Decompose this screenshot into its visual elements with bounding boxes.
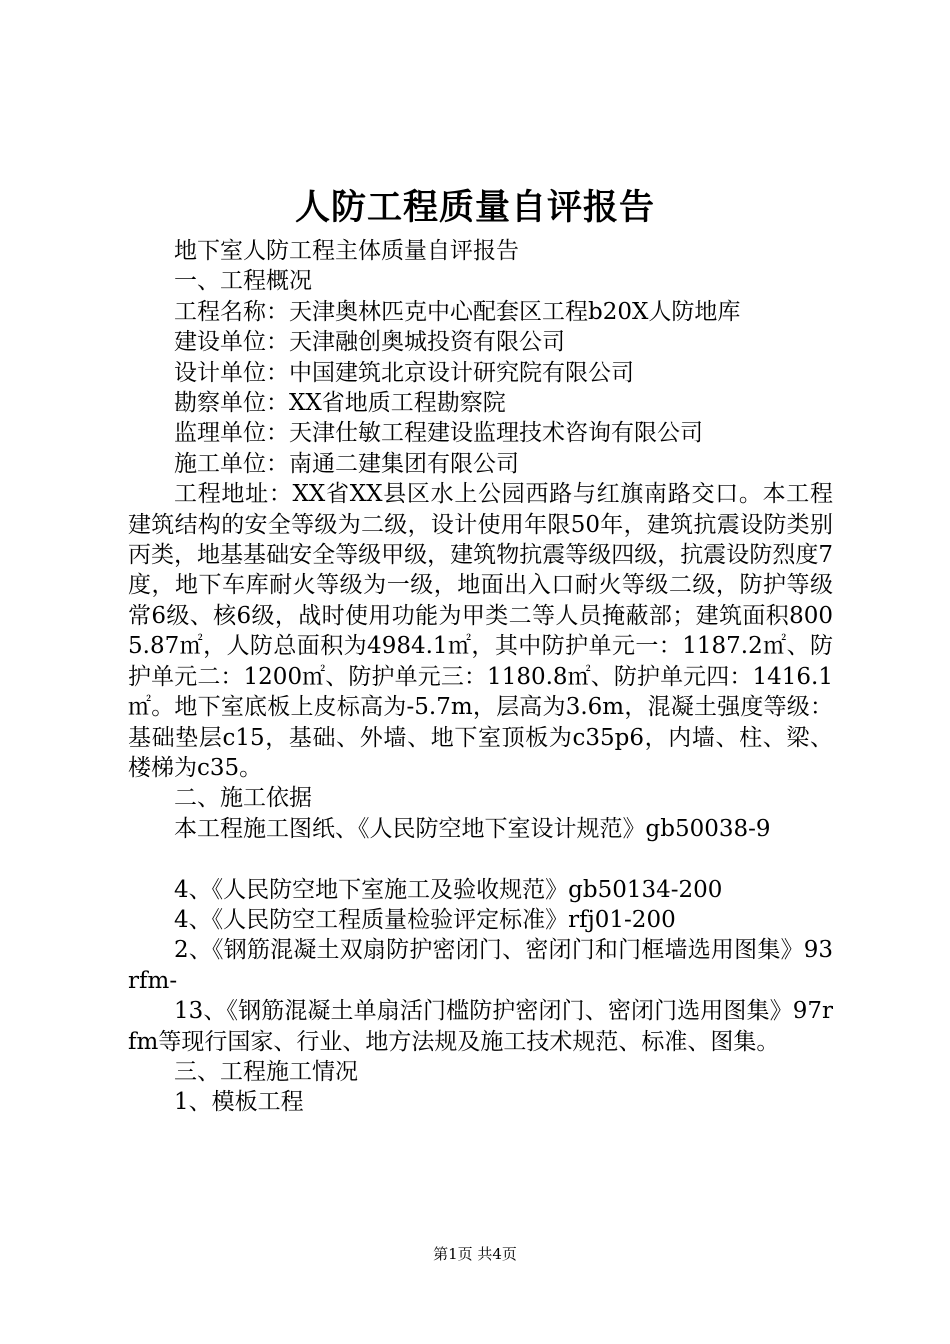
basis-paragraph: 本工程施工图纸、《人民防空地下室设计规范》gb50038-9 [174,815,771,842]
project-address-paragraph: 工程地址：XX省XX县区水上公园西路与红旗南路交口。本工程建筑结构的安全等级为二级，设计使用年限50年，建筑抗震设防类别丙类，地基基础安全等级甲级，建筑物抗震等级四级，抗震设防烈度7度，地下车库耐火等级为一级，地面出入口耐火等级二级，防护等级常6级、核6级，战时使用功能为甲类二等人员掩蔽部；建筑面积8005.87㎡，人防总面积为4984.1㎡，其中防护单元一：1187.2㎡、防护单元二：1200㎡、防护单元三：1180.8㎡、防护单元四：1416.1㎡。地下室底板上皮标高为-5.7m，层高为3.6m，混凝土强度等级：基础垫层c15，基础、外墙、地下室顶板为c35p6，内墙、柱、梁、楼梯为c35。 [128,481,833,781]
standard-item: 2、《钢筋混凝土双扇防护密闭门、密闭门和门框墙选用图集》93rfm- [128,937,833,994]
blank-line [128,844,833,874]
section-heading-overview: 一、工程概况 [174,268,312,295]
supervision-unit-line: 监理单位：天津仕敏工程建设监理技术咨询有限公司 [174,420,703,447]
subsection-heading-formwork: 1、模板工程 [174,1089,304,1116]
project-name-line: 工程名称：天津奥林匹克中心配套区工程b20X人防地库 [174,298,741,325]
contractor-unit-line: 施工单位：南通二建集团有限公司 [174,450,519,477]
section-heading-construction: 三、工程施工情况 [174,1058,358,1085]
standard-item: 13、《钢筋混凝土单扇活门槛防护密闭门、密闭门选用图集》97rfm等现行国家、行业、地方法规及施工技术规范、标准、图集。 [128,998,833,1055]
construction-unit-line: 建设单位：天津融创奥城投资有限公司 [174,329,565,356]
page-footer: 第1页 共4页 [433,1245,517,1263]
document-body [128,236,833,1118]
survey-unit-line: 勘察单位：XX省地质工程勘察院 [174,390,506,417]
document-title: 人防工程质量自评报告 [294,187,655,228]
standard-item: 4、《人民防空工程质量检验评定标准》rfj01-200 [174,906,676,933]
paragraph-subtitle: 地下室人防工程主体质量自评报告 [174,238,519,264]
design-unit-line: 设计单位：中国建筑北京设计研究院有限公司 [174,359,634,386]
standard-item: 4、《人民防空地下室施工及验收规范》gb50134-200 [174,876,723,903]
section-heading-basis: 二、施工依据 [174,785,312,812]
